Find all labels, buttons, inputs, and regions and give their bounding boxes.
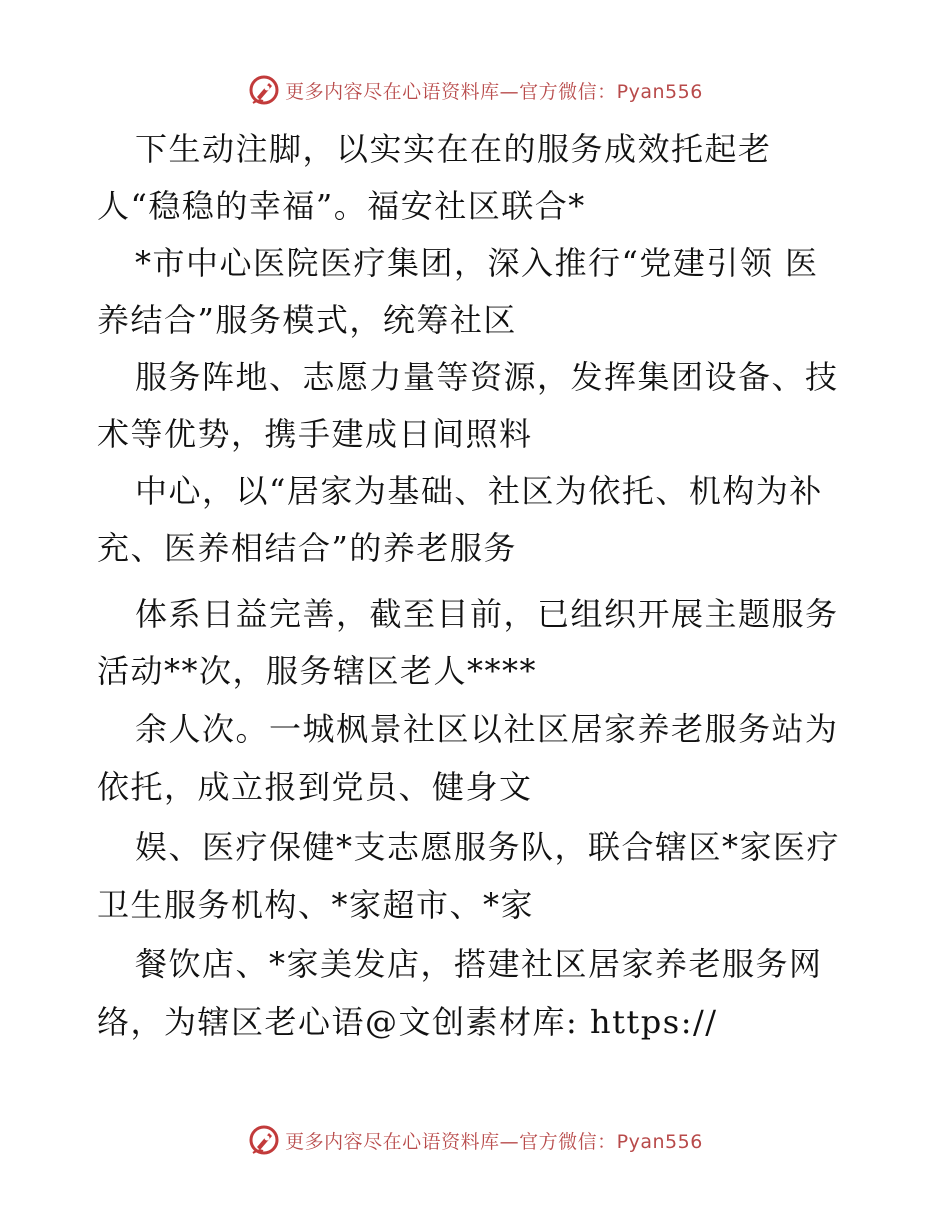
body-line: 术等优势，携手建成日间照料 <box>97 415 533 453</box>
body-line: *市中心医院医疗集团，深入推行“党建引领 医 <box>135 244 819 282</box>
pen-logo-icon <box>247 1123 281 1157</box>
body-line: 卫生服务机构、*家超市、*家 <box>97 886 535 924</box>
body-line: 充、医养相结合”的养老服务 <box>97 529 517 567</box>
body-line: 中心，以“居家为基础、社区为依托、机构为补 <box>135 472 823 510</box>
header-banner <box>0 70 950 110</box>
body-line: 余人次。一城枫景社区以社区居家养老服务站为 <box>135 710 839 748</box>
body-line: 人“稳稳的幸福”。福安社区联合* <box>97 187 586 225</box>
body-line: 养结合”服务模式，统筹社区 <box>97 301 517 339</box>
body-line: 依托，成立报到党员、健身文 <box>97 768 533 806</box>
body-line: 络，为辖区老心语@文创素材库: https:// <box>97 1003 718 1041</box>
footer-banner-text: 更多内容尽在心语资料库—官方微信：Pyan556 <box>285 1130 703 1153</box>
body-line: 活动**次，服务辖区老人**** <box>97 652 538 690</box>
pen-logo-icon <box>247 73 281 107</box>
header-banner-text: 更多内容尽在心语资料库—官方微信：Pyan556 <box>285 80 703 103</box>
body-line: 服务阵地、志愿力量等资源，发挥集团设备、技 <box>135 358 839 396</box>
body-line: 娱、医疗保健*支志愿服务队，联合辖区*家医疗 <box>135 828 841 866</box>
body-line: 餐饮店、*家美发店，搭建社区居家养老服务网 <box>135 945 823 983</box>
body-line: 体系日益完善，截至目前，已组织开展主题服务 <box>135 595 839 633</box>
body-line: 下生动注脚，以实实在在的服务成效托起老 <box>135 130 772 168</box>
footer-banner <box>0 1120 950 1160</box>
